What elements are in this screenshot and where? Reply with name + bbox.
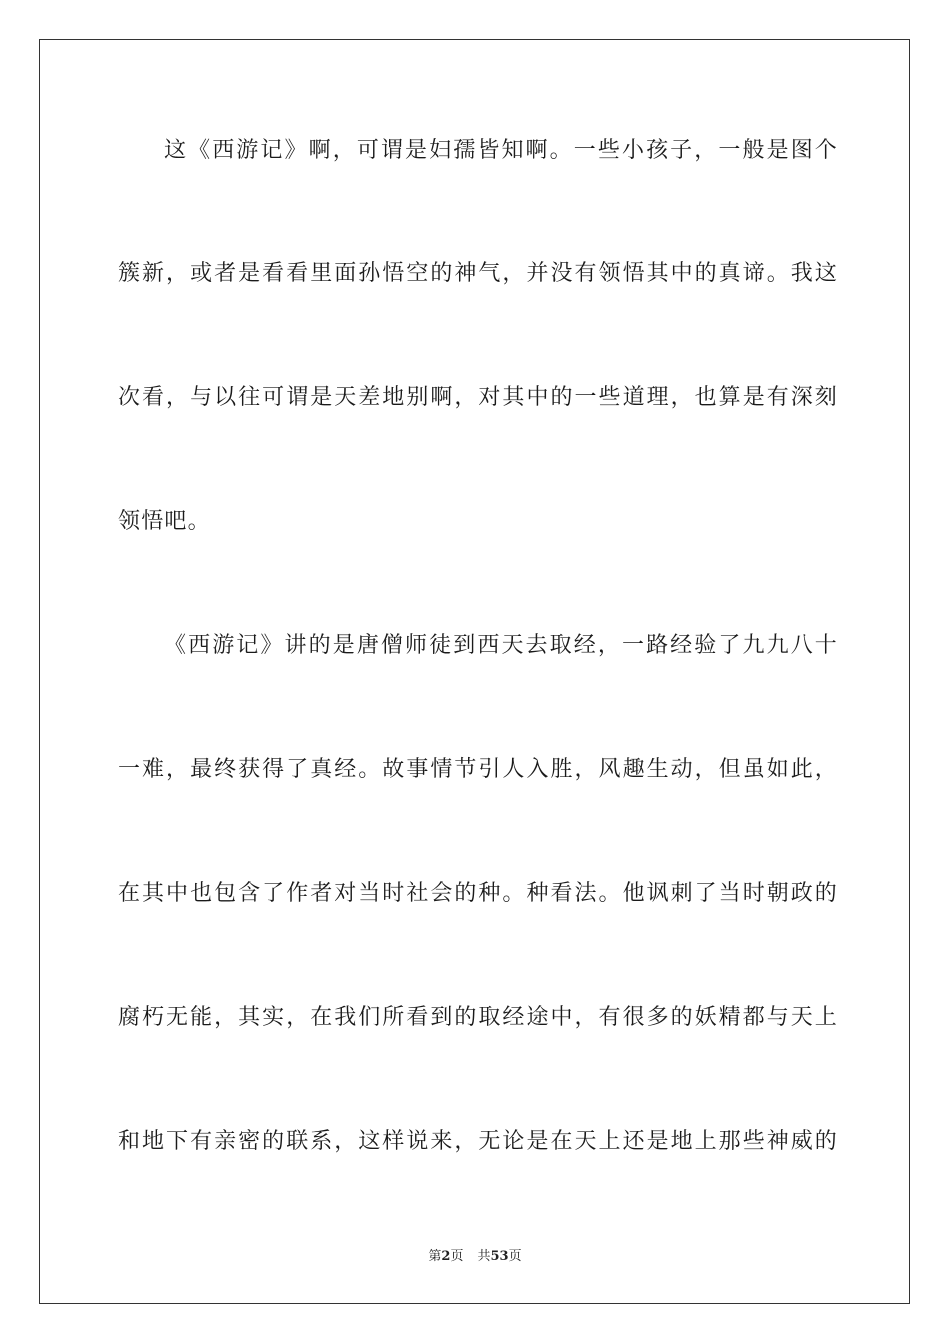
page-number: 2 bbox=[441, 1249, 451, 1264]
paragraph-2-line-2: 一难，最终获得了真经。故事情节引人入胜，风趣生动，但虽如此， bbox=[118, 757, 838, 782]
paragraph-2-line-4: 腐朽无能，其实，在我们所看到的取经途中，有很多的妖精都与天上 bbox=[118, 1005, 838, 1030]
paragraph-1-line-2: 簇新，或者是看看里面孙悟空的神气，并没有领悟其中的真谛。我这 bbox=[118, 261, 838, 286]
paragraph-2-line-1: 《西游记》讲的是唐僧师徒到西天去取经，一路经验了九九八十 bbox=[164, 633, 838, 658]
page-border bbox=[39, 39, 910, 1304]
paragraph-1-line-1: 这《西游记》啊，可谓是妇孺皆知啊。一些小孩子，一般是图个 bbox=[164, 138, 838, 163]
paragraph-2-line-5: 和地下有亲密的联系，这样说来，无论是在天上还是地上那些神威的 bbox=[118, 1129, 838, 1154]
page-suffix: 页 bbox=[450, 1249, 464, 1264]
paragraph-2-line-3: 在其中也包含了作者对当时社会的种。种看法。他讽刺了当时朝政的 bbox=[118, 881, 838, 906]
total-prefix: 共 bbox=[477, 1249, 491, 1264]
page-prefix: 第 bbox=[428, 1249, 442, 1264]
paragraph-1-line-4: 领悟吧。 bbox=[118, 509, 211, 534]
paragraph-1-line-3: 次看，与以往可谓是天差地别啊，对其中的一些道理，也算是有深刻 bbox=[118, 385, 838, 410]
total-suffix: 页 bbox=[508, 1249, 522, 1264]
page-footer bbox=[0, 1248, 950, 1266]
total-pages: 53 bbox=[490, 1249, 509, 1264]
